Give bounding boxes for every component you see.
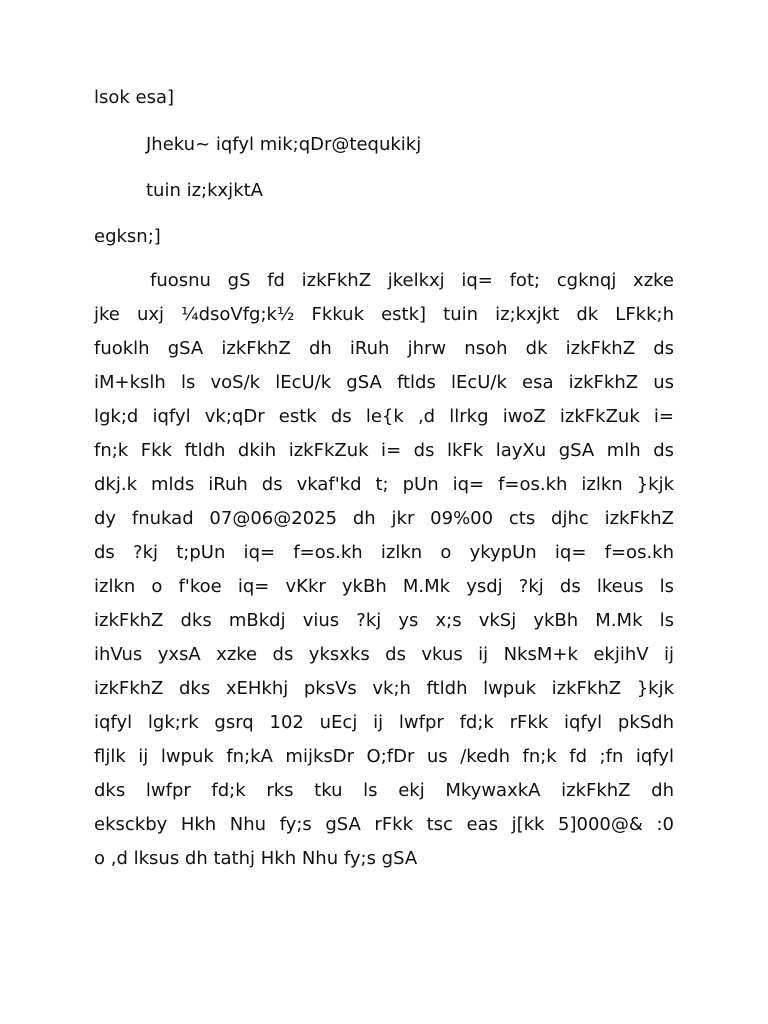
body-line: lgk;d iqfyl vk;qDr estk ds le{k ,d llrkg iwoZ izkFkZuk i=	[94, 406, 674, 427]
body-line: o ,d lksus dh tathj Hkh Nhu fy;s gSA	[94, 848, 418, 869]
body-line: fuosnu gS fd izkFkhZ jkelkxj iq= fot; cgknqj xzke	[150, 270, 674, 291]
body-line: izkFkhZ dks mBkdj vius ?kj ys x;s vkSj ykBh M.Mk ls	[94, 610, 674, 631]
body-line: iqfyl lgk;rk gsrq 102 uEcj ij lwfpr fd;k rFkk iqfyl pkSdh	[94, 712, 674, 733]
body-line: fn;k Fkk ftldh dkih izkFkZuk i= ds lkFk layXu gSA mlh ds	[94, 440, 674, 461]
salutation: lsok esa]	[94, 87, 175, 108]
body-line: eksckby Hkh Nhu fy;s gSA rFkk tsc eas j[kk 5]000@& :0	[94, 814, 674, 835]
body-line: jke uxj ¼dsoVfg;k½ Fkkuk estk] tuin iz;kxjkt dk LFkk;h	[94, 304, 674, 325]
address-line-2: tuin iz;kxjktA	[146, 180, 263, 201]
body-line: ihVus yxsA xzke ds yksxks ds vkus ij NksM+k ekjihV ij	[94, 644, 674, 665]
body-line: iM+kslh ls voS/k lEcU/k gSA ftlds lEcU/k esa izkFkhZ us	[94, 372, 674, 393]
body-line: dkj.k mlds iRuh ds vkaf'kd t; pUn iq= f=os.kh izlkn }kjk	[94, 474, 674, 495]
body-line: fljlk ij lwpuk fn;kA mijksDr O;fDr us /kedh fn;k fd ;fn iqfyl	[94, 746, 674, 767]
body-line: izlkn o f'koe iq= vKkr ykBh M.Mk ysdj ?kj ds lkeus ls	[94, 576, 674, 597]
address-line-1: Jheku~ iqfyl mik;qDr@tequkikj	[146, 134, 422, 155]
subject-line: egksn;]	[94, 226, 161, 247]
body-line: izkFkhZ dks xEHkhj pksVs vk;h ftldh lwpuk izkFkhZ }kjk	[94, 678, 674, 699]
body-line: ds ?kj t;pUn iq= f=os.kh izlkn o ykypUn iq= f=os.kh	[94, 542, 674, 563]
body-line: dks lwfpr fd;k rks tku ls ekj MkywaxkA izkFkhZ dh	[94, 780, 674, 801]
body-line: dy fnukad 07@06@2025 dh jkr 09%00 cts djhc izkFkhZ	[94, 508, 674, 529]
body-line: fuoklh gSA izkFkhZ dh iRuh jhrw nsoh dk izkFkhZ ds	[94, 338, 674, 359]
